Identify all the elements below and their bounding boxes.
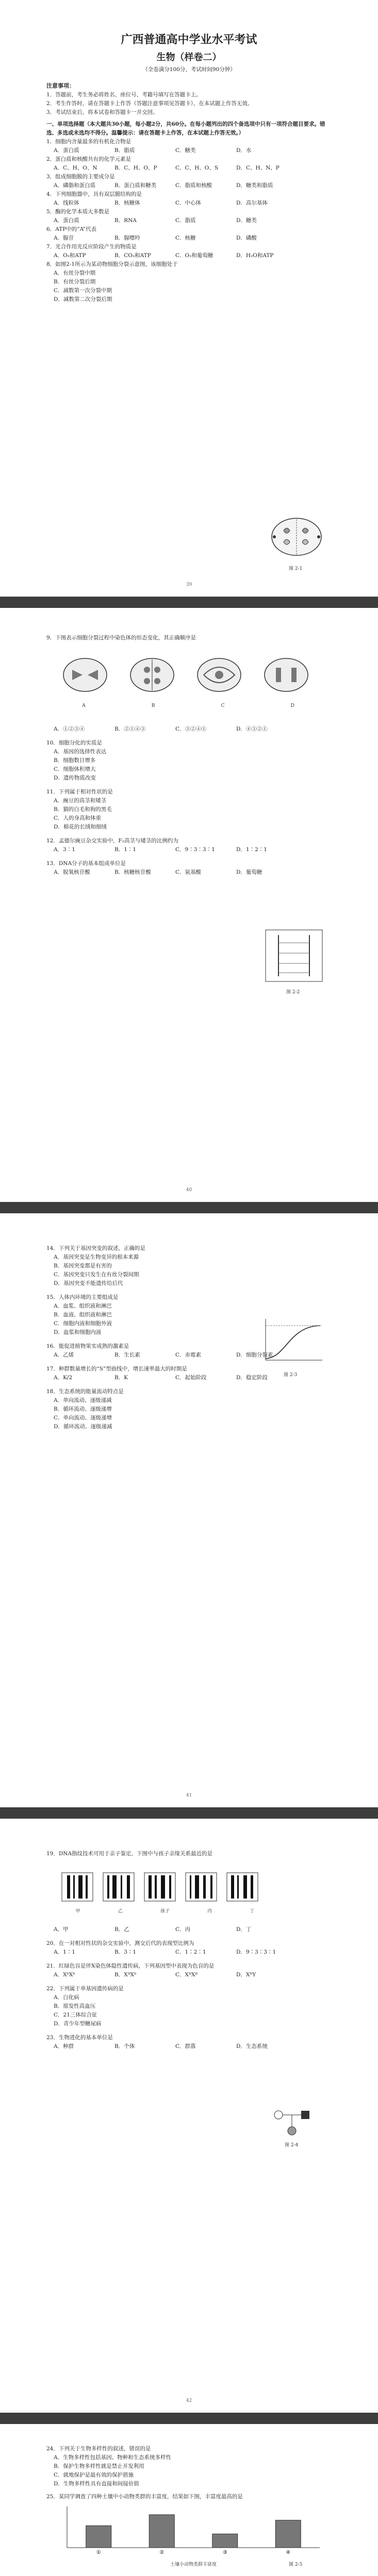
question-18 <box>46 1387 332 1431</box>
option: B．1∶1 <box>114 846 137 853</box>
option: C．起始阶段 <box>175 1375 207 1381</box>
page-number: 40 <box>186 1188 192 1193</box>
option: D．XᴮY <box>236 1972 256 1978</box>
page-gap <box>0 597 378 608</box>
page-2 <box>0 608 378 1202</box>
category-label: ③ <box>222 2550 227 2555</box>
question-4 <box>46 190 332 208</box>
question-stem: 14．下列关于基因突变的叙述，正确的是 <box>46 1245 145 1251</box>
figure-labels <box>49 703 327 708</box>
cell-division-figure <box>268 515 325 562</box>
question-stem: 23．生物进化的基本单位是 <box>46 2035 113 2041</box>
option: C．1∶2∶1 <box>175 1949 206 1955</box>
option: C．21三体综合征 <box>54 2012 97 2018</box>
option: B．3∶1 <box>114 1949 137 1955</box>
question-21 <box>46 1962 332 1979</box>
question-stem: 15．人体内环境的主要组成是 <box>46 1294 119 1300</box>
gel-labels <box>57 1907 273 1914</box>
page-gap <box>0 2413 378 2424</box>
option: B．XᴮXᵇ <box>114 1972 137 1978</box>
option: A．蛋白质 <box>54 217 79 224</box>
question-stem: 7．光合作用光反应阶段产生的物质是 <box>46 244 137 250</box>
option: B．猫的白毛和狗的黑毛 <box>54 806 112 812</box>
question-19 <box>46 1850 332 1858</box>
notice-item: 2．考生作答时，请在答题卡上作答（答题注意事项见答题卡），在本试题上作答无效。 <box>46 100 253 107</box>
option: B．血液、组织液和淋巴 <box>54 1312 112 1318</box>
option: C．单向流动、逐级递增 <box>54 1415 112 1421</box>
option: A．脱氧核苷酸 <box>54 869 90 875</box>
option: D．水 <box>236 147 252 154</box>
option: C．O₂和葡萄糖 <box>175 252 213 259</box>
option: A．①②③④ <box>54 726 85 732</box>
option: D．丁 <box>236 1926 252 1933</box>
exam-title: 广西普通高中学业水平考试 <box>121 33 257 46</box>
option: D．基因突变不能遗传给后代 <box>54 1280 123 1286</box>
option: B．脂质 <box>114 147 135 154</box>
question-stem: 22．下列属于单基因遗传病的是 <box>46 1986 124 1992</box>
option: A．K/2 <box>54 1375 73 1381</box>
option: D．循环流动、逐级递减 <box>54 1423 112 1430</box>
option: A．线粒体 <box>54 200 79 206</box>
option: A．XᵇXᵇ <box>54 1972 75 1978</box>
bar-1 <box>86 2526 111 2548</box>
page-gap <box>0 1202 378 1213</box>
option: A．1∶1 <box>54 1949 75 1955</box>
option: D．血浆和细胞内液 <box>54 1329 102 1335</box>
question-20 <box>46 1939 332 1957</box>
question-stem: 17．种群数量增长的“S”型曲线中，增长速率最大的时期是 <box>46 1366 187 1372</box>
option: D．减数第二次分裂后期 <box>54 296 112 302</box>
option: C．就地保护是最有效的保护措施 <box>54 2472 134 2478</box>
option: B．有丝分裂后期 <box>54 279 96 285</box>
question-3 <box>46 173 332 190</box>
figure-caption: 图 2-3 <box>284 1372 298 1378</box>
option: C．中心体 <box>175 200 202 206</box>
option: D．生物多样性具有直接和间接价值 <box>54 2481 139 2487</box>
question-19-options <box>54 1925 332 1934</box>
question-22 <box>46 1985 332 2028</box>
option: A．血浆、组织液和淋巴 <box>54 1303 112 1309</box>
question-stem: 19．DNA指纹技术可用于亲子鉴定，下图中与孩子亲缘关系最近的是 <box>46 1851 213 1857</box>
option: A．C、H、O、N <box>54 165 97 171</box>
question-7 <box>46 243 332 260</box>
option: C．XᴮXᴮ <box>175 1972 198 1978</box>
option: B．K <box>114 1375 128 1381</box>
option: C．赤霉素 <box>175 1352 202 1358</box>
option: B．个体 <box>114 2043 135 2049</box>
option: C．脂质和核酸 <box>175 182 212 189</box>
option: A．腺苷 <box>54 235 74 241</box>
option: C．氨基酸 <box>175 869 202 875</box>
bar-4 <box>275 2520 301 2548</box>
notice-item: 1．答题前，考生务必将姓名、座位号、考籍号填写在答题卡上。 <box>46 92 202 98</box>
gel-label: 丁 <box>250 1909 255 1914</box>
option: C．细胞体积增大 <box>54 766 96 772</box>
figure-caption: 图 2-1 <box>289 566 303 571</box>
question-6 <box>46 225 332 243</box>
page-number: 41 <box>186 1793 192 1798</box>
option: B．核糖体 <box>114 200 140 206</box>
option: B．生长素 <box>114 1352 140 1358</box>
option: D．棉花的长绒和细绒 <box>54 824 107 830</box>
option: B．CO₂和ATP <box>114 252 151 259</box>
question-12 <box>46 837 332 854</box>
option: B．原发性高血压 <box>54 2003 96 2009</box>
question-23 <box>46 2033 332 2051</box>
question-stem: 24．下列关于生物多样性的叙述，错误的是 <box>46 2446 151 2452</box>
option: D．葡萄糖 <box>236 869 262 875</box>
question-25 <box>46 2493 332 2501</box>
option: A．单向流动、逐级递减 <box>54 1397 112 1403</box>
question-stem: 12．孟德尔豌豆杂交实验中，F₂高茎与矮茎的比例约为 <box>46 838 178 844</box>
option: B．蛋白质和糖类 <box>114 182 157 189</box>
option: A．基因突变是生物变异的根本来源 <box>54 1254 139 1260</box>
option: C．9∶3∶3∶1 <box>175 846 215 853</box>
question-stem: 9．下图表示细胞分裂过程中染色体的形态变化，其正确顺序是 <box>46 635 196 641</box>
exam-subtitle: 生物（样卷二） <box>156 52 222 63</box>
exam-note: （全卷满分100分，考试时间90分钟） <box>142 66 236 73</box>
page-gap <box>0 1807 378 1819</box>
option: A．白化病 <box>54 1994 79 2001</box>
option: C．群落 <box>175 2043 196 2049</box>
option: B．C、H、O、P <box>114 165 157 171</box>
question-2 <box>46 155 332 173</box>
population-curve-figure <box>258 1316 325 1368</box>
dna-gel-figure <box>57 1870 273 1906</box>
option: A．种群 <box>54 2043 74 2049</box>
section1-heading: 一、单项选择题（本大题共30小题，每小题2分，共60分。在每小题列出的四个备选项中只有一项符合题目要求。错选、多选或未选均不得分。温馨提示：请在答题卡上作答，在本试题上作答无效。） <box>46 121 325 136</box>
question-stem: 10．细胞分化的实质是 <box>46 740 102 746</box>
question-24 <box>46 2445 332 2488</box>
option: D．糖类 <box>236 217 257 224</box>
category-label: ④ <box>286 2550 291 2555</box>
option: B．RNA <box>114 217 137 224</box>
question-stem: 18．生态系统的能量流动特点是 <box>46 1388 124 1395</box>
option: D．④③②① <box>236 726 268 732</box>
option: C．基因突变只发生在有丝分裂间期 <box>54 1272 139 1278</box>
option: A．O₂和ATP <box>54 252 86 259</box>
option: A．乙烯 <box>54 1352 74 1358</box>
figure-label: C <box>221 703 225 708</box>
option: A．磷脂和蛋白质 <box>54 182 96 189</box>
option: D．H₂O和ATP <box>236 252 274 259</box>
question-14 <box>46 1244 332 1288</box>
heredity-figure <box>268 2107 320 2138</box>
question-stem: 3．组成细胞膜的主要成分是 <box>46 174 115 180</box>
option: C．细胞内液和细胞外液 <box>54 1320 112 1327</box>
option: A．基因的选择性表达 <box>54 749 107 755</box>
question-stem: 5．酶的化学本质大多数是 <box>46 209 110 215</box>
category-label: ① <box>96 2550 101 2555</box>
question-8 <box>46 260 332 304</box>
option: B．循环流动、逐级递增 <box>54 1406 112 1412</box>
figure-label: D <box>290 703 294 708</box>
option: A．3∶1 <box>54 846 75 853</box>
gel-label: 甲 <box>75 1909 80 1914</box>
option: A．生物多样性包括基因、物种和生态系统多样性 <box>54 2454 172 2461</box>
page-5 <box>0 2424 378 2576</box>
question-stem: 8．如图2-1所示为某动物细胞分裂示意图，该细胞处于 <box>46 261 178 267</box>
question-stem: 16．能促进植物果实成熟的激素是 <box>46 1343 129 1349</box>
bar-chart <box>52 2501 325 2558</box>
dna-structure-figure <box>263 927 325 984</box>
option: B．②①④③ <box>114 726 146 732</box>
question-stem: 2．蛋白质和核酸共有的化学元素是 <box>46 156 132 162</box>
question-stem: 6．ATP中的“A”代表 <box>46 226 97 232</box>
page-number: 39 <box>186 582 192 587</box>
question-stem: 11．下列属于相对性状的是 <box>46 789 113 795</box>
chart-title: 土壤小动物类群丰富度 <box>170 2562 217 2567</box>
option: D．磷酸 <box>236 235 257 241</box>
option: B．核糖核苷酸 <box>114 869 151 875</box>
notice-heading: 注意事项： <box>46 82 75 89</box>
option: C．减数第一次分裂中期 <box>54 287 112 294</box>
option: D．稳定阶段 <box>236 1375 268 1381</box>
bar-2 <box>149 2515 174 2548</box>
option: C．糖类 <box>175 147 196 154</box>
option: C．③②④① <box>175 726 207 732</box>
page-4 <box>0 1819 378 2413</box>
option: D．高尔基体 <box>236 200 268 206</box>
bar-3 <box>212 2534 238 2548</box>
gel-label: 丙 <box>207 1909 212 1914</box>
option: D．遗传物质改变 <box>54 775 96 781</box>
option: A．豌豆的高茎和矮茎 <box>54 798 107 804</box>
question-9-options <box>54 725 332 734</box>
option: D．生态系统 <box>236 2043 268 2049</box>
page-3 <box>0 1213 378 1807</box>
question-stem: 25．某同学调查了四种土壤中小动物类群的丰富度，结果如下图，丰富度最高的是 <box>46 2494 243 2500</box>
figure-label: B <box>151 703 155 708</box>
question-stem: 1．细胞内含量最多的有机化合物是 <box>46 139 132 145</box>
chromosome-figure <box>49 649 327 711</box>
question-stem: 4．下列细胞器中，具有双层膜结构的是 <box>46 191 142 197</box>
option: B．基因突变都是有害的 <box>54 1263 112 1269</box>
option: A．蛋白质 <box>54 147 79 154</box>
option: C．C、H、O、S <box>175 165 219 171</box>
notice-item: 3．考试结束后，将本试卷和答题卡一并交回。 <box>46 109 158 115</box>
question-stem: 21．红绿色盲是伴X染色体隐性遗传病，下列基因型中表现为色盲的是 <box>46 1963 215 1969</box>
option: B．乙 <box>114 1926 129 1933</box>
question-stem: 20．在一对相对性状的杂交实验中，测交后代的表现型比例为 <box>46 1940 194 1946</box>
question-13 <box>46 859 332 877</box>
option: A．甲 <box>54 1926 69 1933</box>
option: D．青少年型糖尿病 <box>54 2021 102 2027</box>
question-stem: 13．DNA分子的基本组成单位是 <box>46 860 126 867</box>
option: C．丙 <box>175 1926 191 1933</box>
option: B．保护生物多样性就是禁止开发利用 <box>54 2463 144 2469</box>
figure-caption: 图 2-5 <box>289 2562 303 2567</box>
option: D．细胞分裂素 <box>236 1352 273 1358</box>
gel-label: 乙 <box>118 1909 123 1914</box>
figure-label: A <box>82 703 86 708</box>
page-number: 42 <box>186 2398 192 2403</box>
question-5 <box>46 208 332 225</box>
option: B．细胞数目增多 <box>54 757 96 764</box>
option: A．有丝分裂中期 <box>54 270 96 276</box>
question-1 <box>46 138 332 155</box>
option: C．人的身高和体重 <box>54 815 102 821</box>
option: C．脂质 <box>175 217 196 224</box>
category-label: ② <box>159 2550 165 2555</box>
question-10 <box>46 739 332 783</box>
page-1 <box>0 0 378 597</box>
question-11 <box>46 788 332 832</box>
option: B．腺嘌呤 <box>114 235 140 241</box>
option: D．9∶3∶3∶1 <box>236 1949 276 1955</box>
gel-label: 孩子 <box>160 1909 170 1914</box>
option: C．核糖 <box>175 235 196 241</box>
question-9 <box>46 634 332 642</box>
option: D．C、H、N、P <box>236 165 280 171</box>
figure-caption: 图 2-4 <box>285 2143 299 2148</box>
option: D．糖类和脂质 <box>236 182 273 189</box>
figure-caption: 图 2-2 <box>286 990 300 995</box>
option: D．1∶2∶1 <box>236 846 267 853</box>
